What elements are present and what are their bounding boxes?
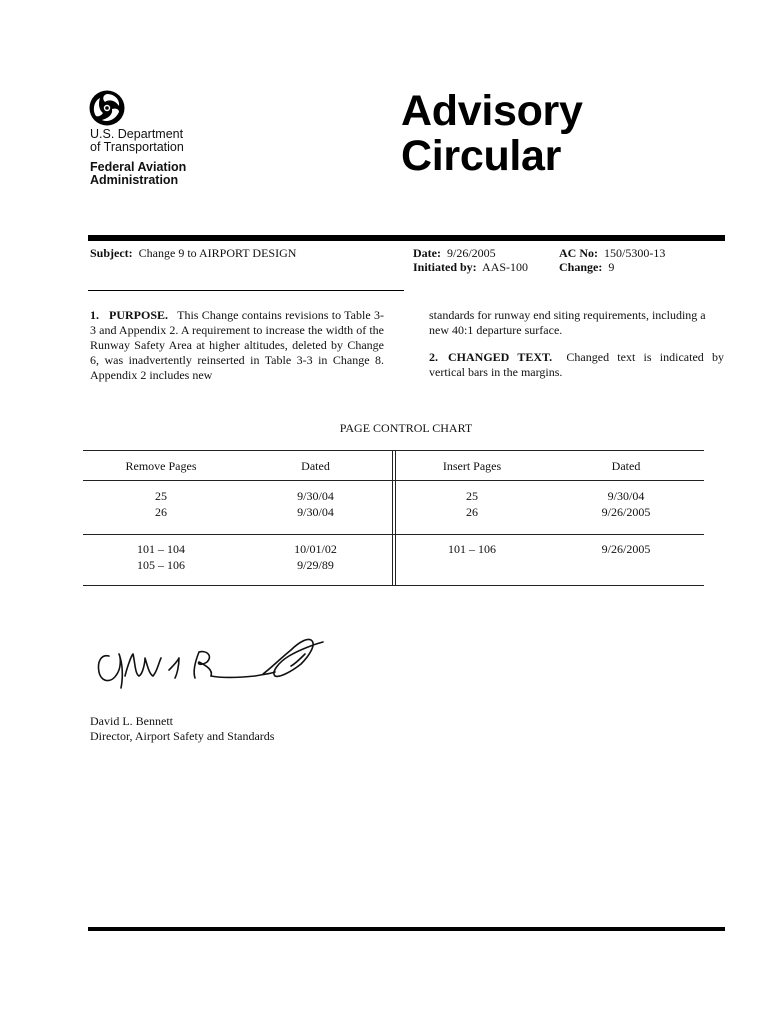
date-field — [413, 246, 496, 260]
agency-line-2: Administration — [90, 173, 179, 187]
table-cell: 9/26/2005 — [601, 505, 651, 519]
table-cell: 101 – 104 — [137, 542, 185, 556]
document-title-line-1: Advisory — [401, 87, 583, 135]
table-cell: 9/30/04 — [607, 489, 645, 503]
table-cell: 9/29/89 — [297, 558, 334, 572]
table-row-1-remove-dated — [239, 488, 392, 520]
page-control-chart-title: PAGE CONTROL CHART — [339, 421, 473, 435]
change-field — [559, 260, 614, 274]
ac-number-field — [559, 246, 665, 260]
table-cell: 26 — [466, 505, 478, 519]
purpose-text: This Change contains revisions to Table 3-3 and Appendix 2. A requirement to increase the width of the Runway Safety Area at higher altitudes, deleted by Change 6, was inadvertently reinserted in Table 3-3 in Change 8. Appendix 2 includes new — [90, 308, 384, 382]
table-row-2-insert-dated — [548, 541, 704, 557]
page-control-chart — [83, 450, 704, 586]
changed-heading: CHANGED TEXT. — [448, 350, 553, 364]
table-cell: 101 – 106 — [448, 542, 496, 556]
table-cell: 25 — [466, 489, 478, 503]
department-line-2: of Transportation — [90, 140, 184, 154]
table-cell: 9/30/04 — [297, 489, 334, 503]
table-cell: 9/30/04 — [297, 505, 334, 519]
table-rule-bottom — [83, 585, 704, 586]
header-rule — [88, 235, 725, 241]
table-rule-header — [83, 480, 704, 481]
header-remove-dated: Dated — [301, 459, 330, 473]
changed-number: 2. — [429, 350, 438, 364]
document-title-line-2: Circular — [401, 132, 562, 180]
date-value: 9/26/2005 — [446, 246, 496, 260]
subject-rule — [88, 290, 404, 291]
change-value: 9 — [608, 260, 615, 274]
table-cell: 10/01/02 — [294, 542, 337, 556]
agency-line-1: Federal Aviation — [90, 160, 187, 174]
initiated-value: AAS-100 — [482, 260, 529, 274]
signer-title: Director, Airport Safety and Standards — [90, 729, 275, 743]
header-remove-pages: Remove Pages — [125, 459, 197, 473]
purpose-heading: PURPOSE. — [109, 308, 169, 322]
initiated-field — [413, 260, 528, 274]
table-rule-row — [83, 534, 704, 535]
dot-logo-icon — [89, 90, 125, 126]
table-row-2-remove-dated — [239, 541, 392, 573]
purpose-continued-paragraph: standards for runway end siting requirements, including a new 40:1 departure surface. — [429, 308, 706, 337]
handwritten-signature — [95, 628, 325, 690]
changed-text-paragraph — [429, 350, 724, 380]
table-row-1-insert — [396, 488, 548, 520]
header-insert-dated: Dated — [611, 459, 641, 473]
table-divider — [392, 451, 393, 586]
table-row-1-insert-dated — [548, 488, 704, 520]
subject-label: Subject: — [90, 246, 133, 260]
table-row-1-remove — [83, 488, 239, 520]
purpose-paragraph — [90, 308, 384, 383]
ac-number-label: AC No: — [559, 246, 598, 260]
ac-number-value: 150/5300-13 — [604, 246, 666, 260]
footer-rule — [88, 927, 725, 931]
date-label: Date: — [413, 246, 441, 260]
subject-field — [90, 246, 296, 260]
table-rule-top — [83, 450, 704, 451]
table-cell: 9/26/2005 — [601, 542, 651, 556]
table-cell: 26 — [155, 505, 167, 519]
change-label: Change: — [559, 260, 603, 274]
initiated-label: Initiated by: — [413, 260, 477, 274]
table-cell: 25 — [155, 489, 167, 503]
purpose-number: 1. — [90, 308, 99, 322]
subject-value: Change 9 to AIRPORT DESIGN — [138, 246, 297, 260]
table-cell: 105 – 106 — [137, 558, 185, 572]
table-row-2-remove — [83, 541, 239, 573]
header-insert-pages: Insert Pages — [442, 459, 502, 473]
department-line-1: U.S. Department — [90, 127, 184, 141]
changed-text: Changed text is indicated by vertical bars in the margins. — [429, 350, 725, 379]
signer-name: David L. Bennett — [90, 714, 173, 728]
table-row-2-insert — [396, 541, 548, 557]
